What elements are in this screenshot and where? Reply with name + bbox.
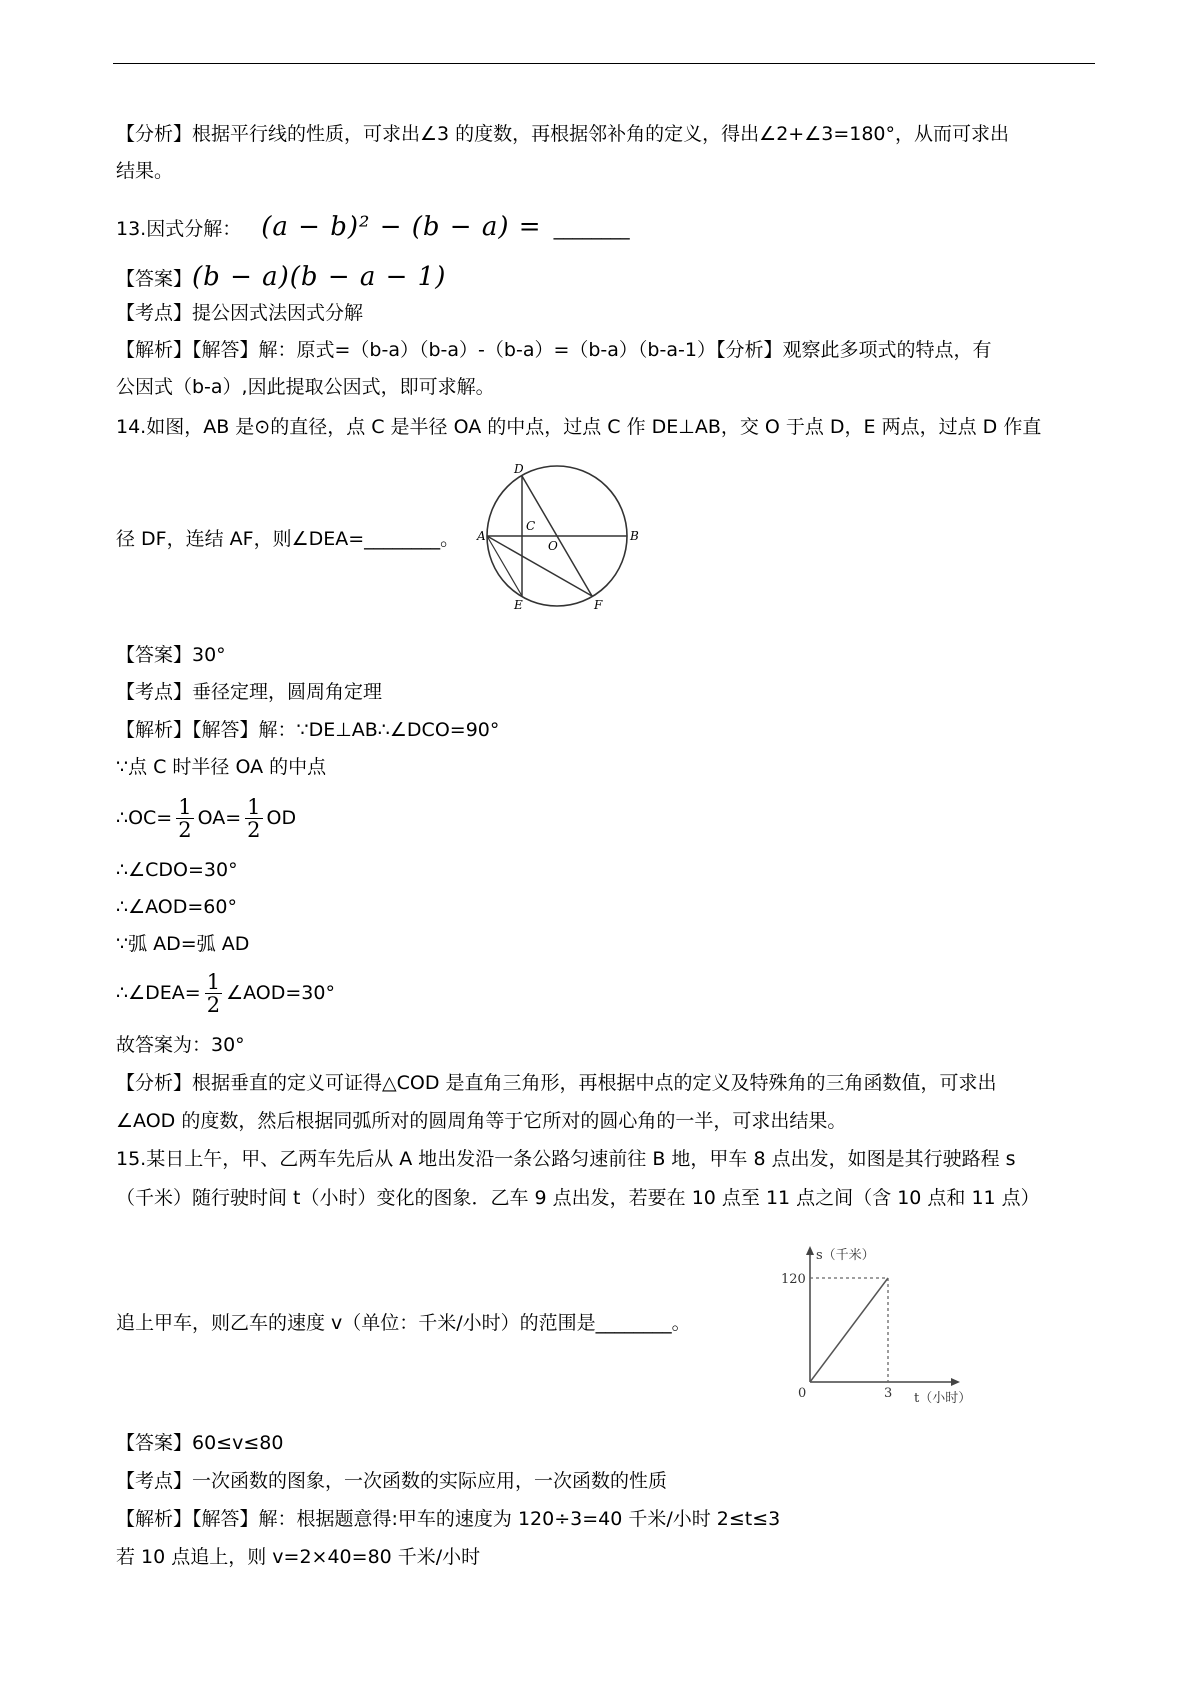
q15-question-2: （千米）随行驶时间 t（小时）变化的图象．乙车 9 点出发，若要在 10 点至 11 点之间（含 10 点和 11 点） [116,1187,1040,1209]
q13-kaodian: 【考点】提公因式法因式分解 [116,302,364,324]
jiexi-7-aod: ∠AOD=30° [226,982,335,1004]
label-a: A [477,529,486,543]
jiexi-3-od: OD [266,807,297,829]
label-f: F [594,598,603,612]
q14-jiexi-2: ∵点 C 时半径 OA 的中点 [116,756,327,778]
q14-jiexi-6: ∵弧 AD=弧 AD [116,933,250,955]
segment-ea [487,536,522,596]
x-axis-label: t（小时） [914,1391,972,1406]
header-rule [113,63,1095,64]
q14-jiexi-5: ∴∠AOD=60° [116,896,237,918]
fraction-num: 1 [247,795,261,819]
fraction-half-1 [176,796,193,841]
q13-answer-label: 【答案】 [116,268,193,290]
fraction-num: 1 [178,795,192,819]
label-e: E [514,598,523,612]
q14-fenxi-1: 【分析】根据垂直的定义可证得△COD 是直角三角形，再根据中点的定义及特殊角的三角函数值，可求出 [116,1072,997,1094]
segment-af [487,536,592,596]
q15-question-3: 追上甲车，则乙车的速度 v（单位：千米/小时）的范围是________。 [116,1312,691,1334]
y-tick-120: 120 [781,1272,806,1287]
q15-kaodian: 【考点】一次函数的图象，一次函数的实际应用，一次函数的性质 [116,1470,668,1492]
q14-jiexi-7 [116,967,335,1019]
q14-jiexi-4: ∴∠CDO=30° [116,859,238,881]
x-axis-arrow [951,1378,960,1386]
q13-prefix: 13.因式分解： [116,218,242,240]
origin-label: 0 [798,1386,807,1401]
fraction-den: 2 [206,993,221,1017]
q15-question-1: 15.某日上午，甲、乙两车先后从 A 地出发沿一条公路匀速前往 B 地，甲车 8 点出发，如图是其行驶路程 s [116,1148,1016,1170]
q13-jiexi-2: 公因式（b-a）,因此提取公因式，即可求解。 [116,376,495,398]
circle-diagram [478,462,656,610]
fraction-num: 1 [206,970,221,994]
q15-jiexi-1: 【解析】【解答】解：根据题意得:甲车的速度为 120÷3=40 千米/小时 2≤t≤3 [116,1508,781,1530]
label-b: B [630,529,639,543]
graph-line [810,1278,888,1382]
label-c: C [526,519,536,533]
q13-answer-expression: (b − a)(b − a − 1) [192,262,447,292]
q13-jiexi-1: 【解析】【解答】解：原式=（b-a）（b-a）-（b-a）=（b-a）（b-a-1）【分析】观察此多项式的特点，有 [116,339,992,361]
jiexi-3-oa: OA= [197,807,242,829]
q13-question [116,212,630,244]
q14-jiexi-3 [116,792,296,844]
analysis-line-2: 结果。 [116,160,174,182]
jiexi-3-oc: ∴OC= [116,807,173,829]
q13-blank: ________ [553,218,630,240]
x-tick-3: 3 [884,1386,893,1401]
fraction-den: 2 [247,818,261,842]
jiexi-7-dea: ∴∠DEA= [116,982,201,1004]
q14-answer: 【答案】30° [116,644,226,666]
q14-question-1: 14.如图，AB 是⊙的直径，点 C 是半径 OA 的中点，过点 C 作 DE⊥AB，交 O 于点 D，E 两点，过点 D 作直 [116,416,1042,438]
q14-question-2: 径 DF，连结 AF，则∠DEA=________。 [116,528,460,550]
q14-kaodian: 【考点】垂径定理，圆周角定理 [116,681,383,703]
fraction-den: 2 [178,818,192,842]
q13-expression: (a − b)² − (b − a) = [261,212,542,242]
q13-answer [116,262,446,294]
analysis-line-1: 【分析】根据平行线的性质，可求出∠3 的度数，再根据邻补角的定义，得出∠2+∠3=180°，从而可求出 [116,123,1010,145]
label-o: O [548,539,558,553]
label-d: D [514,462,524,476]
q14-jiexi-8: 故答案为：30° [116,1034,245,1056]
distance-time-graph [778,1244,1008,1404]
fraction-half-2 [245,796,262,841]
q15-answer: 【答案】60≤v≤80 [116,1432,284,1454]
y-axis-arrow [806,1246,814,1255]
y-axis-label: s（千米） [816,1248,875,1263]
fraction-half-3 [205,971,222,1016]
q15-jiexi-2: 若 10 点追上，则 v=2×40=80 千米/小时 [116,1546,481,1568]
q14-jiexi-1: 【解析】【解答】解：∵DE⊥AB∴∠DCO=90° [116,719,500,741]
q14-fenxi-2: ∠AOD 的度数，然后根据同弧所对的圆周角等于它所对的圆心角的一半，可求出结果。 [116,1110,847,1132]
